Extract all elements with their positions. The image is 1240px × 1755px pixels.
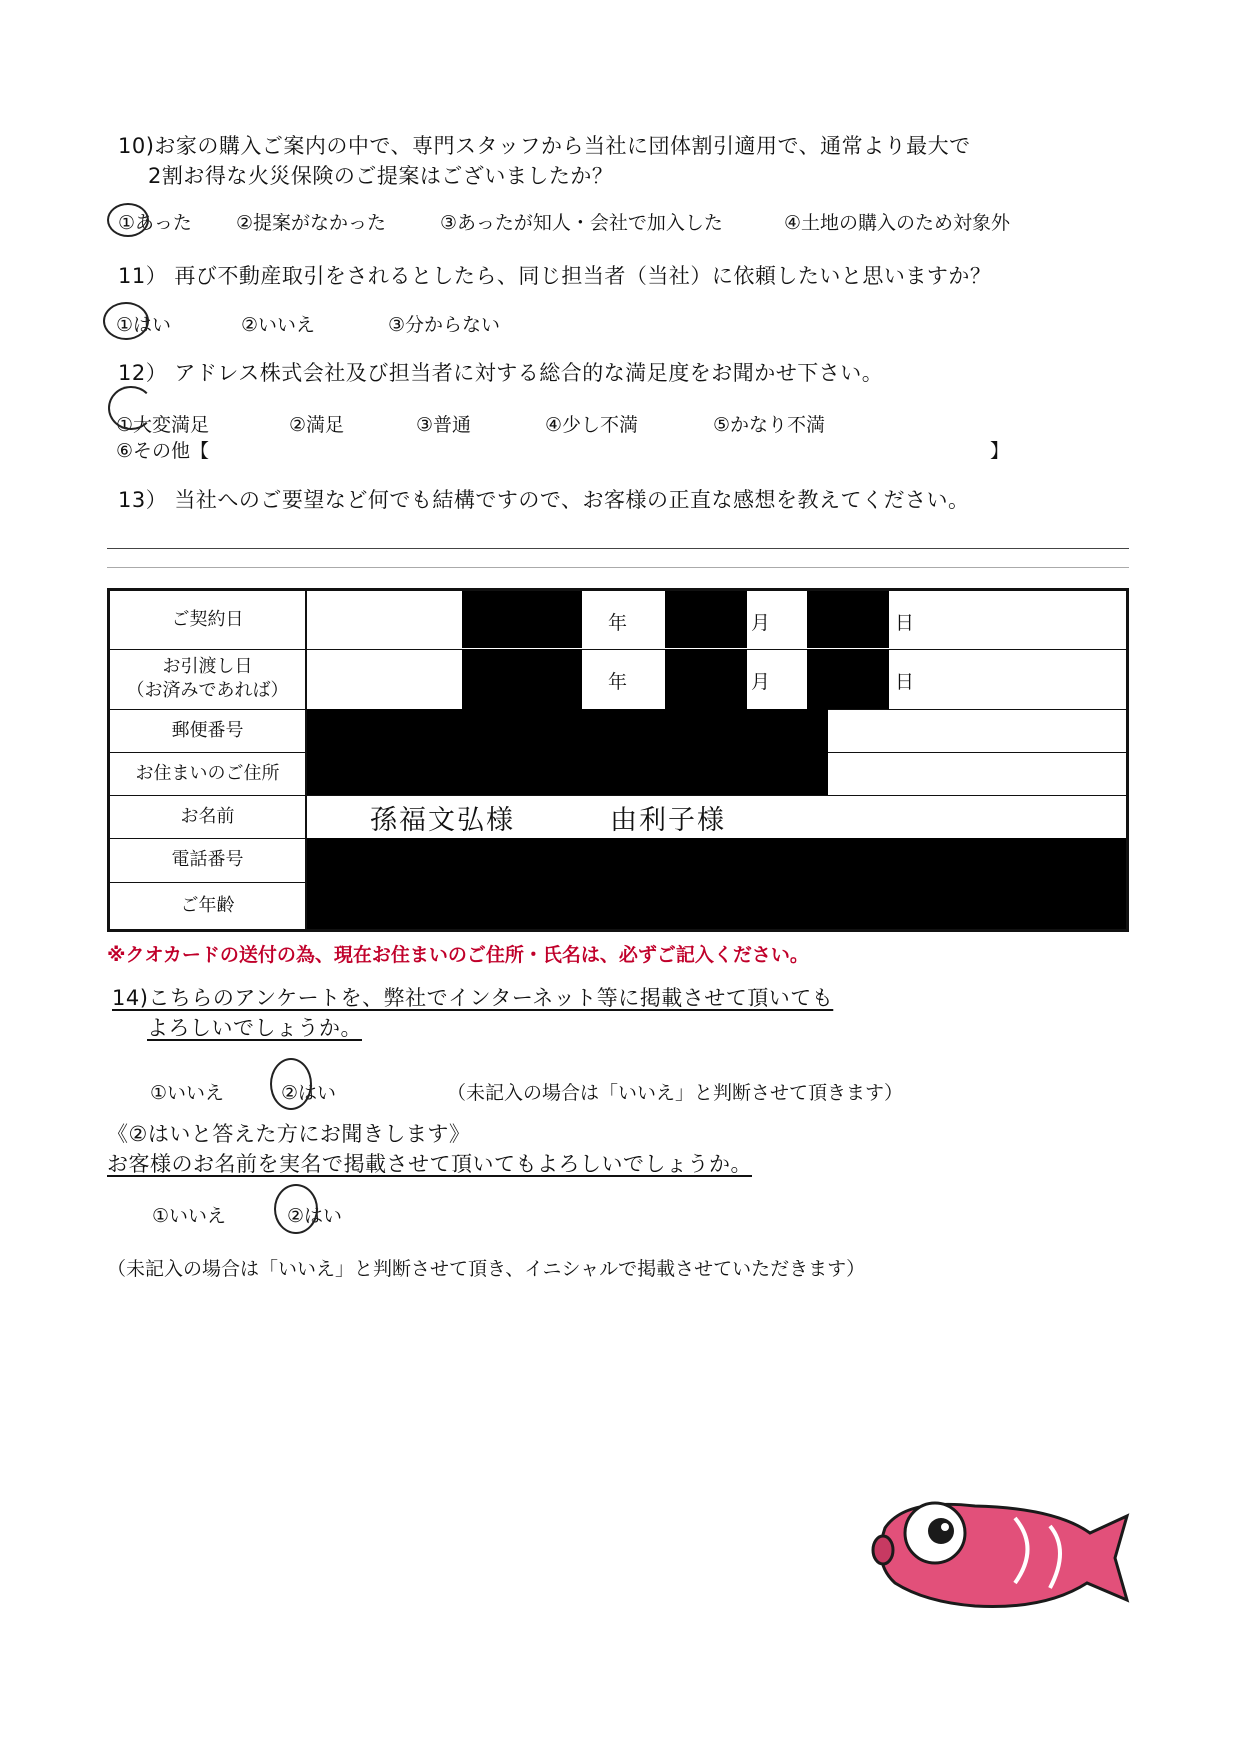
answer-line (107, 567, 1129, 568)
selection-circle (274, 1184, 318, 1234)
redaction (462, 591, 582, 648)
month-label: 月 (751, 612, 771, 634)
answer-line (107, 548, 1129, 549)
day-label: 日 (895, 671, 915, 693)
q12-other-close-bracket: 】 (990, 440, 1010, 462)
redaction (665, 591, 747, 648)
q14-text-line1: 14)こちらのアンケートを、弊社でインターネット等に掲載させて頂いても (112, 986, 834, 1010)
q10-option-1[interactable]: ①あった (118, 212, 192, 234)
redaction (307, 709, 828, 752)
selection-circle (108, 386, 154, 430)
q14-option-1[interactable]: ①いいえ (150, 1082, 225, 1104)
quo-card-note: ※クオカードの送付の為、現在お住まいのご住所・氏名は、必ずご記入ください。 (107, 944, 809, 966)
q14-follow-remark: （未記入の場合は「いいえ」と判断させて頂き、イニシャルで掲載させていただきます） (107, 1258, 866, 1280)
redaction (665, 649, 747, 709)
customer-info-table (107, 588, 1129, 932)
month-label: 月 (751, 671, 771, 693)
q12-option-4[interactable]: ④少し不満 (545, 414, 639, 436)
address-label: お住まいのご住所 (110, 752, 307, 795)
q10-text-line2: 2割お得な火災保険のご提案はございましたか？ (148, 164, 614, 188)
name-value-1: 孫福文弘様 (370, 805, 515, 836)
redaction (307, 838, 1126, 882)
q12-option-2[interactable]: ②満足 (289, 414, 345, 436)
name-label: お名前 (110, 795, 307, 838)
q10-option-4[interactable]: ④土地の購入のため対象外 (784, 212, 1011, 234)
name-value-2: 由利子様 (610, 805, 726, 836)
year-label: 年 (608, 612, 628, 634)
q11-option-3[interactable]: ③分からない (388, 314, 501, 336)
fish-mascot-illustration (865, 1488, 1130, 1613)
table-row (110, 649, 1126, 710)
table-row (110, 709, 1126, 753)
handover-date-label-line2: （お済みであれば） (126, 680, 289, 701)
handover-date-label (110, 649, 307, 709)
table-row (110, 795, 1126, 839)
table-row (110, 752, 1126, 796)
redaction (807, 591, 889, 648)
q14-follow-option-1[interactable]: ①いいえ (152, 1205, 227, 1227)
q12-option-6-other[interactable]: ⑥その他【 (116, 440, 210, 462)
phone-label: 電話番号 (110, 838, 307, 882)
q10-text-line1: 10)お家の購入ご案内の中で、専門スタッフから当社に団体割引適用で、通常より最大で (118, 134, 971, 158)
q11-option-1[interactable]: ①はい (116, 314, 172, 336)
age-label: ご年齢 (110, 882, 307, 929)
contract-date-label: ご契約日 (110, 591, 307, 649)
q14-follow-option-2[interactable]: ②はい (287, 1205, 343, 1227)
q13-text: 13） 当社へのご要望など何でも結構ですので、お客様の正直な感想を教えてください。 (118, 488, 970, 512)
table-row (110, 591, 1126, 650)
q11-text: 11） 再び不動産取引をされるとしたら、同じ担当者（当社）に依頼したいと思いますか？ (118, 264, 992, 288)
selection-circle (107, 203, 149, 237)
q14-follow-header: 《②はいと答えた方にお聞きします》 (107, 1122, 471, 1146)
q12-option-1[interactable]: ①大変満足 (116, 414, 210, 436)
q10-option-3[interactable]: ③あったが知人・会社で加入した (440, 212, 723, 234)
table-row (110, 882, 1126, 929)
q10-option-2[interactable]: ②提案がなかった (236, 212, 387, 234)
selection-circle (103, 302, 149, 340)
redaction (307, 882, 1126, 929)
q14-remark: （未記入の場合は「いいえ」と判断させて頂きます） (447, 1082, 904, 1104)
table-row (110, 838, 1126, 883)
redaction (307, 752, 828, 795)
year-label: 年 (608, 671, 628, 693)
redaction (462, 649, 582, 709)
handover-date-label-line1: お引渡し日 (162, 656, 253, 677)
q12-text: 12） アドレス株式会社及び担当者に対する総合的な満足度をお聞かせ下さい。 (118, 361, 884, 385)
q12-option-3[interactable]: ③普通 (416, 414, 472, 436)
postal-code-label: 郵便番号 (110, 709, 307, 752)
day-label: 日 (895, 612, 915, 634)
q12-option-5[interactable]: ⑤かなり不満 (713, 414, 826, 436)
q11-option-2[interactable]: ②いいえ (241, 314, 316, 336)
selection-circle (270, 1058, 312, 1110)
q14-option-2[interactable]: ②はい (281, 1082, 337, 1104)
redaction (807, 649, 889, 709)
q14-text-line2: よろしいでしょうか。 (147, 1016, 362, 1040)
q14-follow-question: お客様のお名前を実名で掲載させて頂いてもよろしいでしょうか。 (107, 1152, 752, 1176)
